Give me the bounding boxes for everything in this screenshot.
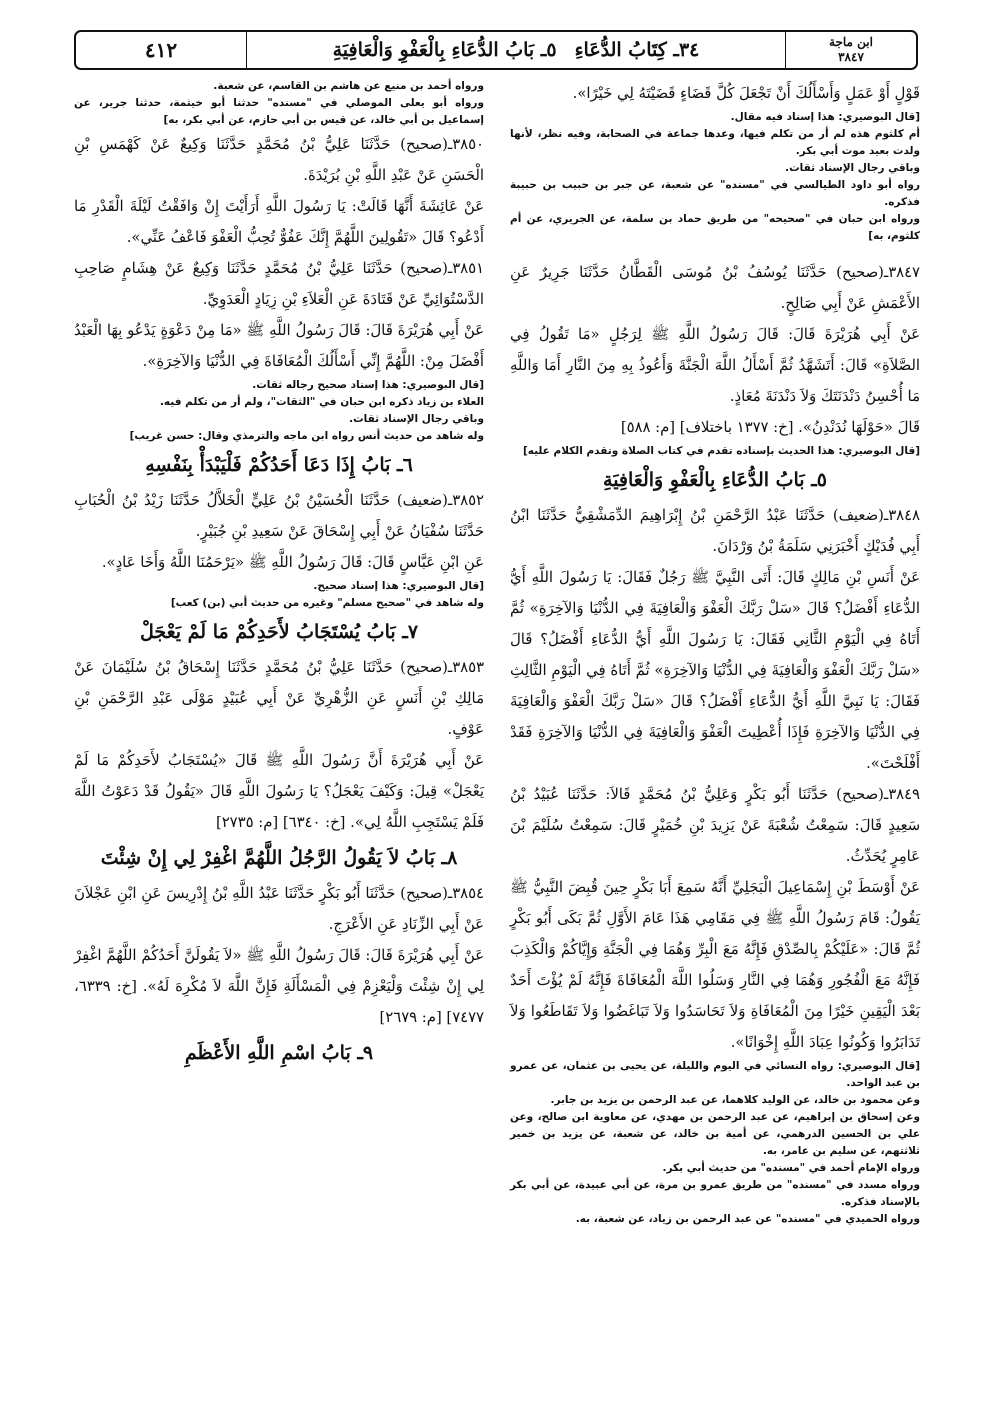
hadith-text: عَنْ عَائِشَةَ أَنَّهَا قَالَتْ: يَا رَسُولَ اللَّهِ أَرَأَيْتَ إِنْ وَافَقْتُ لَيْلَةَ الْقَدْرِ مَا أَدْعُو؟ قَالَ «تَقُولِينَ اللَّهُمَّ إِنَّكَ عَفُوٌّ تُحِبُّ الْعَفْوَ فَاعْفُ عَنِّي». [74, 198, 484, 246]
hadith-text: ٣٨٤٧ـ(صحيح) حَدَّثَنَا يُوسُفُ بْنُ مُوسَى الْقَطَّانُ حَدَّثَنَا جَرِيرٌ عَنِ الأَعْمَشِ عَنْ أَبِي صَالِحٍ. [510, 264, 920, 312]
page-header [74, 30, 918, 70]
hadith-text: عَنْ أَبِي هُرَيْرَةَ قَالَ: قَالَ رَسُولُ اللَّهِ ﷺ لِرَجُلٍ «مَا تَقُولُ فِي الصَّلاَةِ» قَالَ: أَتَشَهَّدُ ثُمَّ أَسْأَلُ اللَّهَ الْجَنَّةَ وَأَعُوذُ بِهِ مِنَ النَّارِ أَمَا وَاللَّهِ مَا أُحْسِنُ دَنْدَنَتَكَ وَلاَ دَنْدَنَةَ مُعَاذٍ. [510, 326, 920, 405]
commentary-note: ورواه ابن حبان في "صحيحه" من طريق حماد بن سلمة، عن الجريري، عن أم كلثوم، به] [510, 213, 920, 242]
chapter-heading: ٥ـ بَابُ الدُّعَاءِ بِالْعَفْوِ وَالْعَافِيَةِ [603, 469, 827, 491]
commentary-note: ورواه أحمد بن منيع عن هاشم بن القاسم، عن شعبة. [213, 80, 484, 92]
hadith-text: عَنْ أَبِي هُرَيْرَةَ أَنَّ رَسُولَ اللَّهِ ﷺ قَالَ «يُسْتَجَابُ لأَحَدِكُمْ مَا لَمْ يَعْجَلْ» قِيلَ: وَكَيْفَ يَعْجَلُ؟ يَا رَسُولَ اللَّهِ قَالَ «يَقُولُ قَدْ دَعَوْتُ اللَّهَ فَلَمْ يَسْتَجِبِ اللَّهُ لِي». [خ: ٦٣٤٠] [م: ٢٧٣٥] [74, 752, 484, 831]
book-title: ٣٤ـ كِتَابُ الدُّعَاءِ [574, 39, 700, 61]
left-column [74, 78, 484, 1073]
collection-name: ابن ماجة [829, 35, 873, 49]
commentary-note: وعن محمود بن خالد، عن الوليد كلاهما، عن عبد الرحمن بن يزيد بن جابر. [550, 1094, 920, 1106]
hadith-text: قَالَ «حَوْلَهَا نُدَنْدِنُ». [خ: ١٣٧٧ باختلاف] [م: ٥٨٨] [620, 419, 920, 436]
hadith-text: ٣٨٥٣ـ(صحيح) حَدَّثَنَا عَلِيُّ بْنُ مُحَمَّدٍ حَدَّثَنَا إِسْحَاقُ بْنُ سُلَيْمَانَ عَنْ مَالِكِ بْنِ أَنَسٍ عَنِ الزُّهْرِيِّ عَنْ أَبِي عُبَيْدٍ مَوْلَى عَبْدِ الرَّحْمَنِ بْنِ عَوْفٍ. [74, 659, 484, 738]
right-column [510, 78, 920, 1228]
hadith-text: عَنْ أَبِي هُرَيْرَةَ قَالَ: قَالَ رَسُولُ اللَّهِ ﷺ «لاَ يَقُولَنَّ أَحَدُكُمْ اللَّهُمَّ اغْفِرْ لِي إِنْ شِئْتَ وَلْيَعْزِمْ فِي الْمَسْأَلَةِ فَإِنَّ اللَّهَ لاَ مُكْرِهَ لَهُ». [خ: ٦٣٣٩، ٧٤٧٧] [م: ٢٦٧٩] [74, 947, 484, 1026]
hadith-text: ٣٨٥١ـ(صحيح) حَدَّثَنَا عَلِيُّ بْنُ مُحَمَّدٍ حَدَّثَنَا وَكِيعٌ عَنْ هِشَامٍ صَاحِبِ الدَّسْتُوَائِيِّ عَنْ قَتَادَةَ عَنِ الْعَلاَءِ بْنِ زِيَادٍ الْعَدَوِيِّ. [74, 260, 484, 308]
commentary-note: ورواه الحميدي في "مسنده" عن عبد الرحمن بن زياد، عن شعبة، به. [575, 1213, 920, 1225]
commentary-note: وعن إسحاق بن إبراهيم، عن عبد الرحمن بن مهدي، عن معاوية ابن صالح، وعن علي بن الحسين الدرهمي، عن أمية بن خالد، عن شعبة، عن يزيد بن خمير ثلاثتهم، عن سليم بن عامر، به. [510, 1111, 920, 1157]
commentary-note: [قال البوصيري: هذا إسناد صحيح. [313, 580, 484, 592]
hadith-text: عَنْ أَنَسِ بْنِ مَالِكٍ قَالَ: أَتَى النَّبِيَّ ﷺ رَجُلٌ فَقَالَ: يَا رَسُولَ اللَّهِ أَيُّ الدُّعَاءِ أَفْضَلُ؟ قَالَ «سَلْ رَبَّكَ الْعَفْوَ وَالْعَافِيَةَ فِي الدُّنْيَا وَالآخِرَةِ» ثُمَّ أَتَاهُ فِي الْيَوْمِ الثَّانِي فَقَالَ: يَا رَسُولَ اللَّهِ أَيُّ الدُّعَاءِ أَفْضَلُ؟ قَالَ «سَلْ رَبَّكَ الْعَفْوَ وَالْعَافِيَةَ فِي الدُّنْيَا وَالآخِرَةِ» ثُمَّ أَتَاهُ فِي الْيَوْمِ الثَّالِثِ فَقَالَ: يَا نَبِيَّ اللَّهِ أَيُّ الدُّعَاءِ أَفْضَلُ؟ قَالَ «سَلْ رَبَّكَ الْعَفْوَ وَالْعَافِيَةَ فِي الدُّنْيَا وَالآخِرَةِ فَإِذَا أُعْطِيتَ الْعَفْوَ وَالْعَافِيَةَ فِي الدُّنْيَا وَالآخِرَةِ فَقَدْ أَفْلَحْتَ». [510, 569, 920, 772]
hadith-text: ٣٨٥٠ـ(صحيح) حَدَّثَنَا عَلِيُّ بْنُ مُحَمَّدٍ حَدَّثَنَا وَكِيعٌ عَنْ كَهْمَسِ بْنِ الْحَسَنِ عَنْ عَبْدِ اللَّهِ بْنِ بُرَيْدَةَ. [74, 136, 484, 184]
commentary-note: [قال البوصيري: هذا إسناد صحيح رجاله ثقات. [252, 379, 484, 391]
page-number: ٤١٢ [76, 32, 247, 68]
commentary-note: ورواه مسدد في "مسنده" من طريق عمرو بن مرة، عن أبي عبيدة، عن أبي بكر بالإسناد فذكره. [510, 1179, 920, 1208]
chapter-heading: ٦ـ بَابُ إِذَا دَعَا أَحَدُكُمْ فَلْيَبْدَأْ بِنَفْسِهِ [145, 454, 413, 476]
commentary-note: أم كلثوم هذه لم أر من تكلم فيها، وعدها جماعة في الصحابة، وفيه نظر، لأنها ولدت بعيد موت أبي بكر. [510, 128, 920, 157]
commentary-note: وباقي رجال الإسناد ثقات. [785, 162, 920, 174]
commentary-note: رواه أبو داود الطيالسي في "مسنده" عن شعبة، عن جبر بن حبيب بن حبيبة فذكره. [510, 179, 920, 208]
hadith-text: عَنْ أَبِي هُرَيْرَةَ قَالَ: قَالَ رَسُولُ اللَّهِ ﷺ «مَا مِنْ دَعْوَةٍ يَدْعُو بِهَا الْعَبْدُ أَفْضَلَ مِنْ: اللَّهُمَّ إِنِّي أَسْأَلُكَ الْمُعَافَاةَ فِي الدُّنْيَا وَالآخِرَةِ». [74, 322, 484, 370]
hadith-text: عَنْ أَوْسَطَ بْنِ إِسْمَاعِيلَ الْبَجَلِيِّ أَنَّهُ سَمِعَ أَبَا بَكْرٍ حِينَ قُبِضَ النَّبِيُّ ﷺ يَقُولُ: قَامَ رَسُولُ اللَّهِ ﷺ فِي مَقَامِي هَذَا عَامَ الأَوَّلِ ثُمَّ بَكَى أَبُو بَكْرٍ ثُمَّ قَالَ: «عَلَيْكُمْ بِالصِّدْقِ فَإِنَّهُ مَعَ الْبِرِّ وَهُمَا فِي الْجَنَّةِ وَإِيَّاكُمْ وَالْكَذِبَ فَإِنَّهُ مَعَ الْفُجُورِ وَهُمَا فِي النَّارِ وَسَلُوا اللَّهَ الْمُعَافَاةَ فَإِنَّهُ لَمْ يُؤْتَ أَحَدٌ بَعْدَ الْيَقِينِ خَيْرًا مِنَ الْمُعَافَاةِ وَلاَ تَحَاسَدُوا وَلاَ تَبَاغَضُوا وَلاَ تَقَاطَعُوا وَلاَ تَدَابَرُوا وَكُونُوا عِبَادَ اللَّهِ إِخْوَانًا». [510, 879, 920, 1051]
hadith-text: عَنِ ابْنِ عَبَّاسٍ قَالَ: قَالَ رَسُولُ اللَّهِ ﷺ «يَرْحَمُنَا اللَّهُ وَأَخَا عَادٍ». [101, 554, 484, 571]
commentary-note: [قال البوصيري: هذا إسناد فيه مقال. [730, 111, 920, 123]
chapter-heading: ٨ـ بَابُ لاَ يَقُولُ الرَّجُلُ اللَّهُمَّ اغْفِرْ لِي إِنْ شِئْتَ [100, 847, 458, 869]
hadith-number: ٣٨٤٧ [838, 50, 864, 64]
hadith-text: ٣٨٤٨ـ(ضعيف) حَدَّثَنَا عَبْدُ الرَّحْمَنِ بْنُ إِبْرَاهِيمَ الدِّمَشْقِيُّ حَدَّثَنَا ابْنُ أَبِي فُدَيْكٍ أَخْبَرَنِي سَلَمَةُ بْنُ وَرْدَانَ. [510, 507, 920, 555]
chapter-title: ٥ـ بَابُ الدُّعَاءِ بِالْعَفْوِ وَالْعَافِيَةِ [332, 39, 557, 61]
commentary-note: وله شاهد من حديث أنس رواه ابن ماجه والترمذي وقال: حسن غريب] [129, 430, 484, 442]
commentary-note: ورواه أبو يعلى الموصلي في "مسنده" حدثنا أبو خيثمة، حدثنا جرير، عن إسماعيل بن أبي خالد، عن قيس بن أبي حازم، عن أبي بكر، به] [74, 97, 484, 126]
hadith-text: ٣٨٥٤ـ(صحيح) حَدَّثَنَا أَبُو بَكْرٍ حَدَّثَنَا عَبْدُ اللَّهِ بْنُ إِدْرِيسَ عَنِ ابْنِ عَجْلاَنَ عَنْ أَبِي الزِّنَادِ عَنِ الأَعْرَجِ. [74, 885, 484, 933]
hadith-reference [785, 32, 916, 68]
commentary-note: وباقي رجال الإسناد ثقات. [349, 413, 484, 425]
commentary-note: العلاء بن زياد ذكره ابن حبان في "الثقات"، ولم أر من تكلم فيه. [159, 396, 484, 408]
chapter-heading: ٩ـ بَابُ اسْمِ اللَّهِ الأَعْظَمِ [184, 1042, 374, 1064]
commentary-note: [قال البوصيري: هذا الحديث بإسناده تقدم في كتاب الصلاة وتقدم الكلام عليه] [522, 445, 920, 457]
running-title [246, 32, 786, 68]
commentary-note: ورواه الإمام أحمد في "مسنده" من حديث أبي بكر. [662, 1162, 920, 1174]
hadith-text: ٣٨٤٩ـ(صحيح) حَدَّثَنَا أَبُو بَكْرٍ وَعَلِيُّ بْنُ مُحَمَّدٍ قَالاَ: حَدَّثَنَا عُبَيْدُ بْنُ سَعِيدٍ قَالَ: سَمِعْتُ شُعْبَةَ عَنْ يَزِيدَ بْنِ خُمَيْرٍ قَالَ: سَمِعْتُ سُلَيْمَ بْنَ عَامِرٍ يُحَدِّثُ. [510, 786, 920, 865]
commentary-note: [قال البوصيري: رواه النسائي في اليوم والليلة، عن يحيى بن عثمان، عن عمرو بن عبد الواحد. [510, 1060, 920, 1089]
chapter-heading: ٧ـ بَابُ يُسْتَجَابُ لأَحَدِكُمْ مَا لَمْ يَعْجَلْ [139, 621, 419, 643]
commentary-note: وله شاهد في "صحيح مسلم" وغيره من حديث أبي (بن) كعب] [170, 597, 484, 609]
hadith-text: قَوْلٍ أَوْ عَمَلٍ وَأَسْأَلُكَ أَنْ تَجْعَلَ كُلَّ قَضَاءٍ قَضَيْتَهُ لِي خَيْرًا». [572, 85, 920, 102]
spacer [510, 245, 920, 257]
hadith-text: ٣٨٥٢ـ(ضعيف) حَدَّثَنَا الْحُسَيْنُ بْنُ عَلِيٍّ الْخَلاَّلُ حَدَّثَنَا زَيْدُ بْنُ الْحُبَابِ حَدَّثَنَا سُفْيَانُ عَنْ أَبِي إِسْحَاقَ عَنْ سَعِيدِ بْنِ جُبَيْرٍ. [74, 492, 484, 540]
